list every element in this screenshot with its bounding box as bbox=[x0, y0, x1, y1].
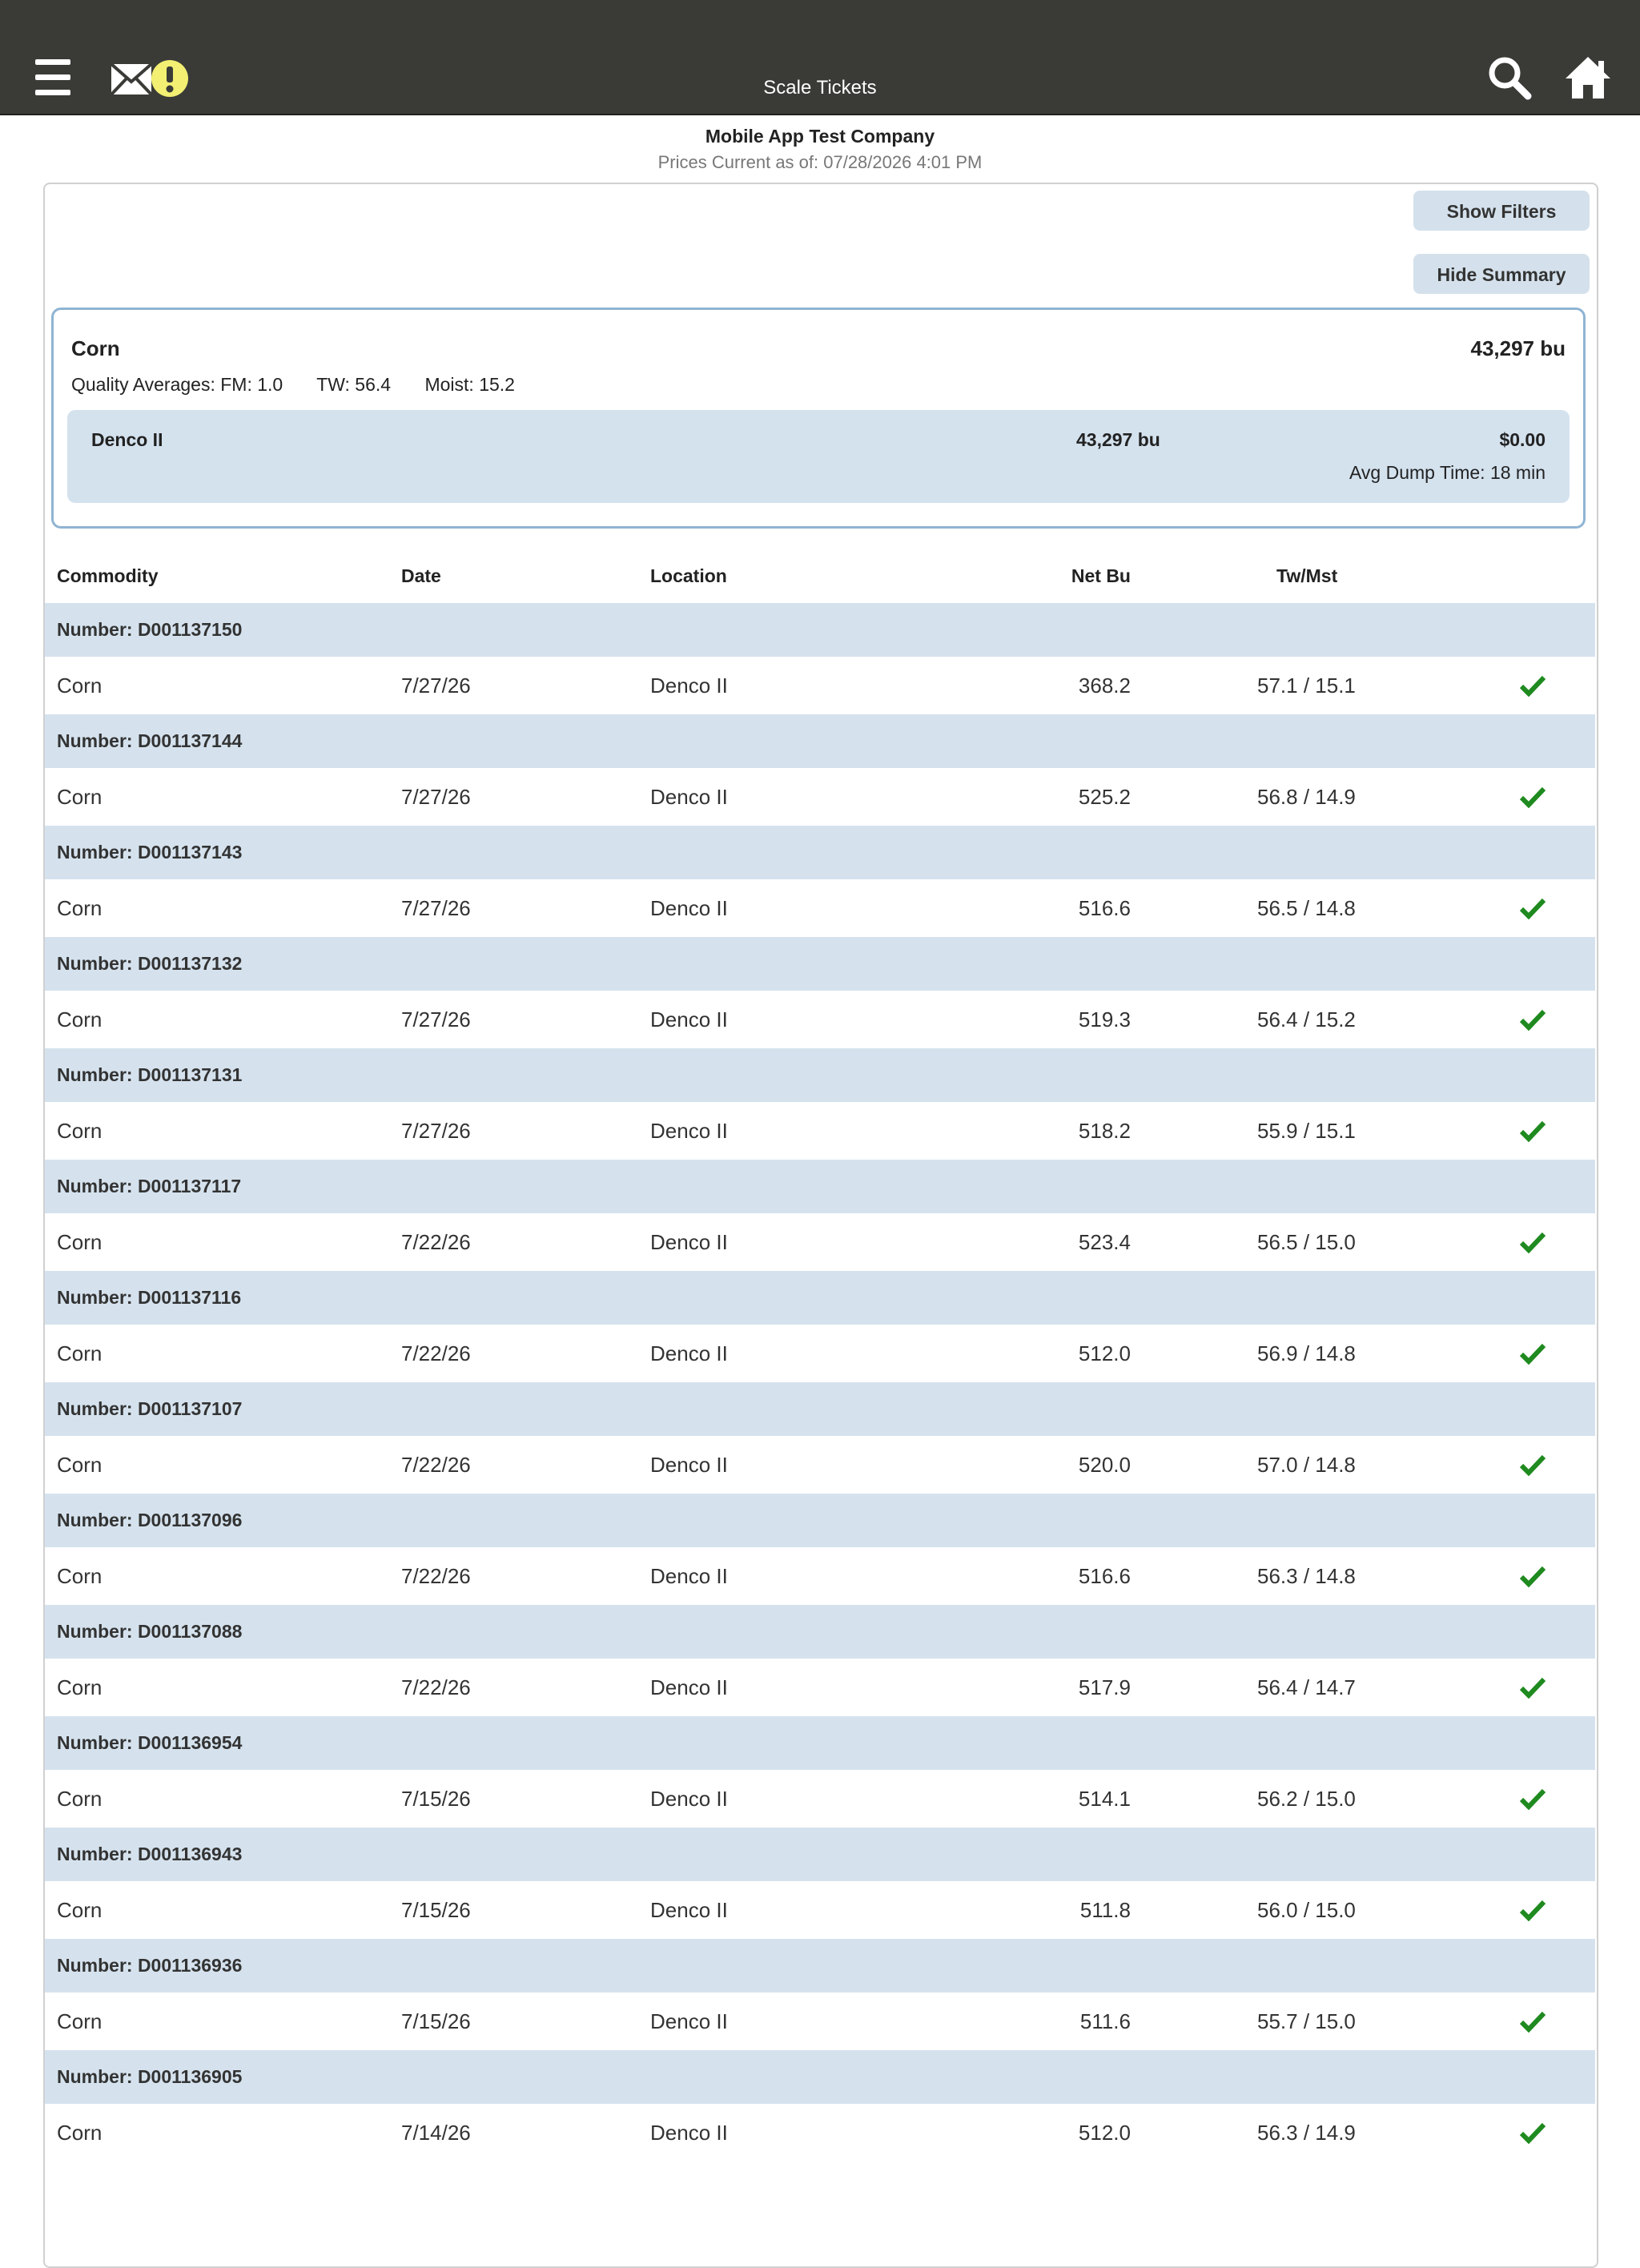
check-icon bbox=[1520, 1120, 1546, 1142]
cell-date: 7/15/26 bbox=[401, 2009, 471, 2033]
check-icon bbox=[1520, 1676, 1546, 1699]
cell-net-bu: 517.9 bbox=[1078, 1675, 1131, 1699]
cell-commodity: Corn bbox=[57, 1564, 102, 1588]
table-row[interactable] bbox=[45, 1213, 1595, 1271]
check-icon bbox=[1520, 1565, 1546, 1587]
table-row[interactable] bbox=[45, 1102, 1595, 1160]
cell-net-bu: 511.8 bbox=[1079, 1898, 1131, 1922]
show-filters-button[interactable]: Show Filters bbox=[1413, 191, 1590, 231]
table-row[interactable] bbox=[45, 1993, 1595, 2050]
ticket-number: Number: D001137150 bbox=[57, 619, 243, 640]
home-icon[interactable] bbox=[1563, 54, 1613, 101]
cell-location: Denco II bbox=[650, 2121, 728, 2145]
cell-tw-mst: 56.4 / 15.2 bbox=[1257, 1007, 1356, 1031]
cell-commodity: Corn bbox=[57, 1675, 102, 1699]
header-tw-mst: Tw/Mst bbox=[1276, 565, 1338, 586]
cell-date: 7/27/26 bbox=[401, 785, 471, 809]
cell-net-bu: 512.0 bbox=[1078, 1341, 1131, 1365]
cell-commodity: Corn bbox=[57, 1007, 102, 1031]
cell-location: Denco II bbox=[650, 1007, 728, 1031]
cell-tw-mst: 57.0 / 14.8 bbox=[1257, 1453, 1356, 1477]
cell-location: Denco II bbox=[650, 2009, 728, 2033]
table-row[interactable] bbox=[45, 1436, 1595, 1494]
cell-location: Denco II bbox=[650, 674, 728, 698]
table-header bbox=[45, 553, 1595, 601]
cell-date: 7/14/26 bbox=[401, 2121, 471, 2145]
page-title: Scale Tickets bbox=[763, 77, 877, 99]
ticket-number: Number: D001137144 bbox=[57, 730, 243, 751]
ticket-number-row[interactable] bbox=[45, 937, 1595, 991]
location-summary bbox=[67, 410, 1570, 503]
ticket-number: Number: D001136936 bbox=[57, 1955, 243, 1976]
prices-current: Prices Current as of: 07/28/2026 4:01 PM bbox=[657, 152, 983, 172]
ticket-number: Number: D001137131 bbox=[57, 1064, 243, 1085]
cell-date: 7/22/26 bbox=[401, 1564, 471, 1588]
cell-commodity: Corn bbox=[57, 1230, 102, 1254]
cell-net-bu: 516.6 bbox=[1078, 1564, 1131, 1588]
cell-tw-mst: 56.0 / 15.0 bbox=[1257, 1898, 1356, 1922]
check-icon bbox=[1520, 1787, 1546, 1810]
cell-date: 7/27/26 bbox=[401, 1119, 471, 1143]
cell-commodity: Corn bbox=[57, 896, 102, 920]
table-row[interactable] bbox=[45, 1547, 1595, 1605]
ticket-number: Number: D001137143 bbox=[57, 842, 243, 863]
ticket-number-row[interactable] bbox=[45, 1271, 1595, 1325]
cell-date: 7/22/26 bbox=[401, 1341, 471, 1365]
quality-fm: Quality Averages: FM: 1.0 bbox=[71, 374, 283, 395]
cell-net-bu: 519.3 bbox=[1078, 1007, 1131, 1031]
cell-date: 7/27/26 bbox=[401, 674, 471, 698]
table-row[interactable] bbox=[45, 879, 1595, 937]
company-name: Mobile App Test Company bbox=[705, 126, 935, 147]
ticket-number: Number: D001136943 bbox=[57, 1844, 243, 1864]
tickets-list bbox=[45, 603, 1595, 2161]
ticket-number-row[interactable] bbox=[45, 1382, 1595, 1436]
ticket-number-row[interactable] bbox=[45, 826, 1595, 879]
cell-net-bu: 512.0 bbox=[1078, 2121, 1131, 2145]
cell-date: 7/22/26 bbox=[401, 1230, 471, 1254]
ticket-number-row[interactable] bbox=[45, 603, 1595, 657]
cell-net-bu: 516.6 bbox=[1078, 896, 1131, 920]
ticket-number: Number: D001137107 bbox=[57, 1398, 243, 1419]
cell-tw-mst: 55.9 / 15.1 bbox=[1257, 1119, 1356, 1143]
summary-total: 43,297 bu bbox=[1470, 336, 1566, 360]
cell-commodity: Corn bbox=[57, 1898, 102, 1922]
cell-date: 7/15/26 bbox=[401, 1898, 471, 1922]
cell-commodity: Corn bbox=[57, 1787, 102, 1811]
header-commodity: Commodity bbox=[57, 565, 159, 586]
search-icon[interactable] bbox=[1486, 54, 1533, 101]
table-row[interactable] bbox=[45, 1325, 1595, 1382]
check-icon bbox=[1520, 1008, 1546, 1031]
header-net-bu: Net Bu bbox=[1071, 565, 1131, 586]
cell-tw-mst: 56.2 / 15.0 bbox=[1257, 1787, 1356, 1811]
header-location: Location bbox=[650, 565, 727, 586]
ticket-number-row[interactable] bbox=[45, 1828, 1595, 1881]
cell-commodity: Corn bbox=[57, 674, 102, 698]
location-name: Denco II bbox=[91, 429, 163, 450]
cell-location: Denco II bbox=[650, 1119, 728, 1143]
cell-tw-mst: 56.5 / 14.8 bbox=[1257, 896, 1356, 920]
cell-commodity: Corn bbox=[57, 1453, 102, 1477]
check-icon bbox=[1520, 1454, 1546, 1476]
ticket-number: Number: D001137088 bbox=[57, 1621, 243, 1642]
check-icon bbox=[1520, 1342, 1546, 1365]
cell-commodity: Corn bbox=[57, 785, 102, 809]
cell-net-bu: 511.6 bbox=[1079, 2009, 1131, 2033]
location-amount: $0.00 bbox=[1499, 429, 1546, 450]
cell-location: Denco II bbox=[650, 1898, 728, 1922]
check-icon bbox=[1520, 897, 1546, 919]
ticket-number-row[interactable] bbox=[45, 1605, 1595, 1659]
ticket-number-row[interactable] bbox=[45, 2050, 1595, 2104]
cell-location: Denco II bbox=[650, 1341, 728, 1365]
cell-net-bu: 520.0 bbox=[1078, 1453, 1131, 1477]
cell-net-bu: 518.2 bbox=[1078, 1119, 1131, 1143]
hide-summary-button[interactable]: Hide Summary bbox=[1413, 254, 1590, 294]
cell-commodity: Corn bbox=[57, 2121, 102, 2145]
table-row[interactable] bbox=[45, 991, 1595, 1048]
cell-tw-mst: 56.3 / 14.9 bbox=[1257, 2121, 1356, 2145]
table-row[interactable] bbox=[45, 768, 1595, 826]
cell-date: 7/27/26 bbox=[401, 1007, 471, 1031]
cell-location: Denco II bbox=[650, 1230, 728, 1254]
summary-commodity: Corn bbox=[71, 336, 120, 360]
table-row[interactable] bbox=[45, 1881, 1595, 1939]
check-icon bbox=[1520, 786, 1546, 808]
cell-tw-mst: 55.7 / 15.0 bbox=[1257, 2009, 1356, 2033]
check-icon bbox=[1520, 2010, 1546, 2033]
cell-location: Denco II bbox=[650, 1675, 728, 1699]
summary-card bbox=[51, 308, 1586, 529]
cell-date: 7/22/26 bbox=[401, 1453, 471, 1477]
cell-date: 7/27/26 bbox=[401, 896, 471, 920]
table-row[interactable] bbox=[45, 2104, 1595, 2161]
ticket-number-row[interactable] bbox=[45, 1160, 1595, 1213]
cell-net-bu: 368.2 bbox=[1078, 674, 1131, 698]
cell-date: 7/22/26 bbox=[401, 1675, 471, 1699]
table-row[interactable] bbox=[45, 1770, 1595, 1828]
table-row[interactable] bbox=[45, 657, 1595, 714]
cell-tw-mst: 56.3 / 14.8 bbox=[1257, 1564, 1356, 1588]
location-bushels: 43,297 bu bbox=[1076, 429, 1160, 450]
cell-commodity: Corn bbox=[57, 1341, 102, 1365]
check-icon bbox=[1520, 2121, 1546, 2144]
cell-location: Denco II bbox=[650, 1787, 728, 1811]
cell-net-bu: 525.2 bbox=[1078, 785, 1131, 809]
ticket-number: Number: D001137116 bbox=[57, 1287, 242, 1308]
ticket-number: Number: D001136954 bbox=[57, 1732, 243, 1753]
ticket-number-row[interactable] bbox=[45, 1494, 1595, 1547]
quality-moist: Moist: 15.2 bbox=[424, 374, 515, 395]
cell-location: Denco II bbox=[650, 1564, 728, 1588]
cell-tw-mst: 56.4 / 14.7 bbox=[1257, 1675, 1356, 1699]
header-date: Date bbox=[401, 565, 441, 586]
avg-dump-time: Avg Dump Time: 18 min bbox=[1349, 462, 1546, 483]
cell-net-bu: 523.4 bbox=[1078, 1230, 1131, 1254]
cell-location: Denco II bbox=[650, 1453, 728, 1477]
ticket-number: Number: D001137132 bbox=[57, 953, 243, 974]
check-icon bbox=[1520, 1899, 1546, 1921]
check-icon bbox=[1520, 674, 1546, 697]
cell-tw-mst: 56.9 / 14.8 bbox=[1257, 1341, 1356, 1365]
cell-location: Denco II bbox=[650, 896, 728, 920]
ticket-number-row[interactable] bbox=[45, 1716, 1595, 1770]
cell-net-bu: 514.1 bbox=[1078, 1787, 1131, 1811]
cell-commodity: Corn bbox=[57, 2009, 102, 2033]
cell-tw-mst: 56.5 / 15.0 bbox=[1257, 1230, 1356, 1254]
ticket-number: Number: D001137117 bbox=[57, 1176, 242, 1196]
ticket-number-row[interactable] bbox=[45, 714, 1595, 768]
table-row[interactable] bbox=[45, 1659, 1595, 1716]
ticket-number-row[interactable] bbox=[45, 1048, 1595, 1102]
quality-tw: TW: 56.4 bbox=[316, 374, 392, 395]
cell-tw-mst: 57.1 / 15.1 bbox=[1257, 674, 1356, 698]
ticket-number: Number: D001137096 bbox=[57, 1510, 243, 1530]
cell-location: Denco II bbox=[650, 785, 728, 809]
cell-commodity: Corn bbox=[57, 1119, 102, 1143]
cell-date: 7/15/26 bbox=[401, 1787, 471, 1811]
ticket-number: Number: D001136905 bbox=[57, 2066, 243, 2087]
cell-tw-mst: 56.8 / 14.9 bbox=[1257, 785, 1356, 809]
check-icon bbox=[1520, 1231, 1546, 1253]
quality-averages bbox=[71, 374, 544, 396]
ticket-number-row[interactable] bbox=[45, 1939, 1595, 1993]
top-bar bbox=[0, 0, 1640, 115]
